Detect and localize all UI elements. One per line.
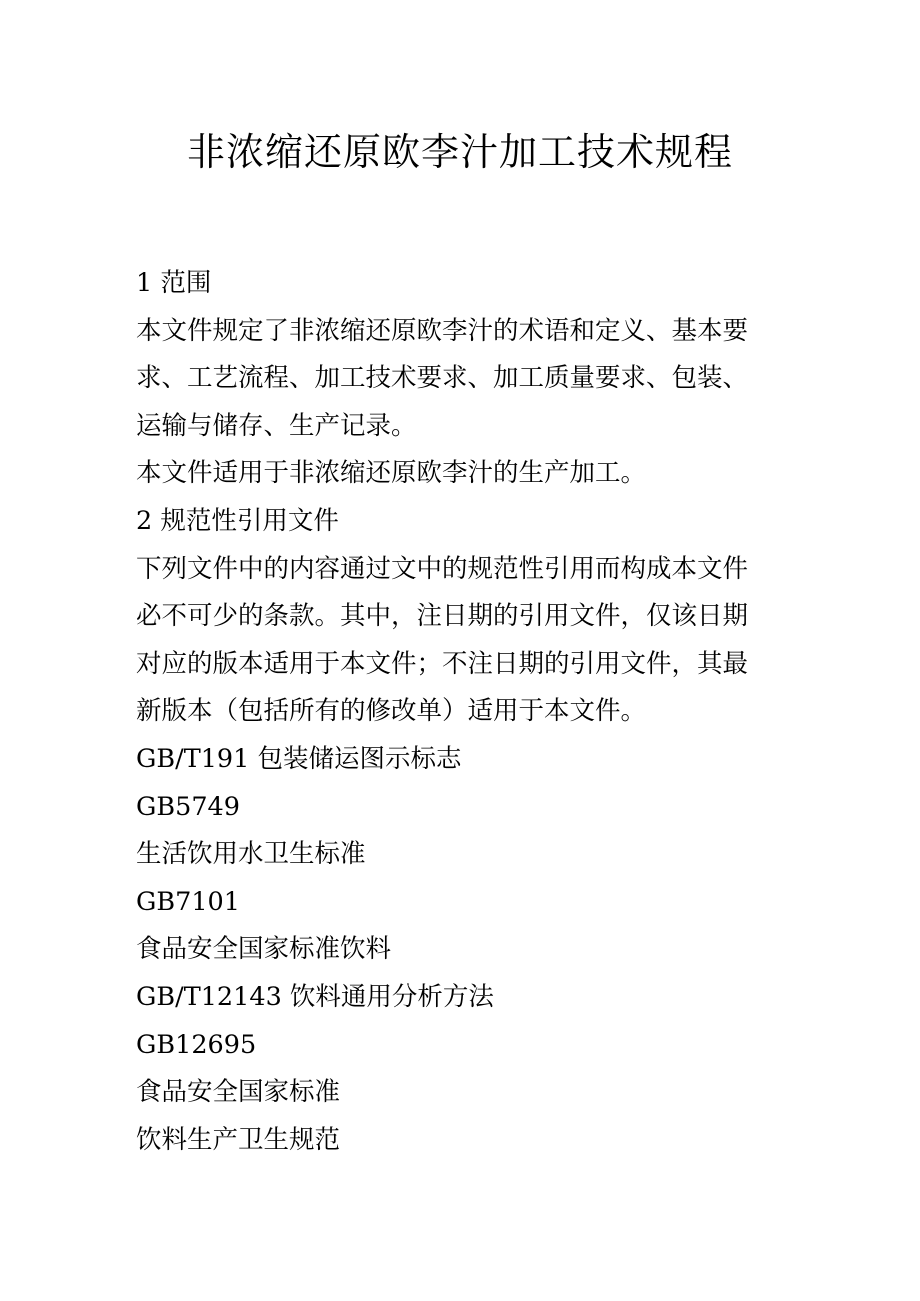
- section-2-heading: 2 规范性引用文件: [136, 505, 339, 536]
- reference-item: GB/T191 包装储运图示标志: [136, 743, 462, 774]
- paragraph-line: 必不可少的条款。其中，注日期的引用文件，仅该日期: [136, 601, 749, 632]
- section-1-heading: 1 范围: [136, 268, 212, 298]
- paragraph-line: 新版本（包括所有的修改单）适用于本文件。: [136, 696, 647, 727]
- reference-item: GB5749: [136, 791, 241, 822]
- reference-item: 生活饮用水卫生标准: [136, 839, 366, 870]
- paragraph-line: 对应的版本适用于本文件；不注日期的引用文件，其最: [136, 648, 749, 679]
- paragraph-line: 本文件规定了非浓缩还原欧李汁的术语和定义、基本要: [136, 315, 749, 346]
- reference-item: 食品安全国家标准: [136, 1077, 341, 1108]
- paragraph-line: 运输与储存、生产记录。: [136, 410, 417, 441]
- section-2-paragraph-normative: [136, 546, 786, 736]
- paragraph-line: 求、工艺流程、加工技术要求、加工质量要求、包装、: [136, 363, 749, 394]
- paragraph-line: 下列文件中的内容通过文中的规范性引用而构成本文件: [136, 553, 749, 584]
- section-1-paragraph-applicability: 本文件适用于非浓缩还原欧李汁的生产加工。: [136, 458, 647, 489]
- reference-item: GB12695: [136, 1029, 257, 1060]
- reference-item: GB/T12143 饮料通用分析方法: [136, 981, 494, 1012]
- reference-item: 食品安全国家标准饮料: [136, 934, 392, 965]
- document-title: 非浓缩还原欧李汁加工技术规程: [186, 130, 733, 174]
- reference-item: 饮料生产卫生规范: [136, 1124, 341, 1155]
- document-body: [136, 260, 786, 1164]
- section-1-paragraph-scope: [136, 308, 786, 451]
- reference-item: GB7101: [136, 886, 241, 917]
